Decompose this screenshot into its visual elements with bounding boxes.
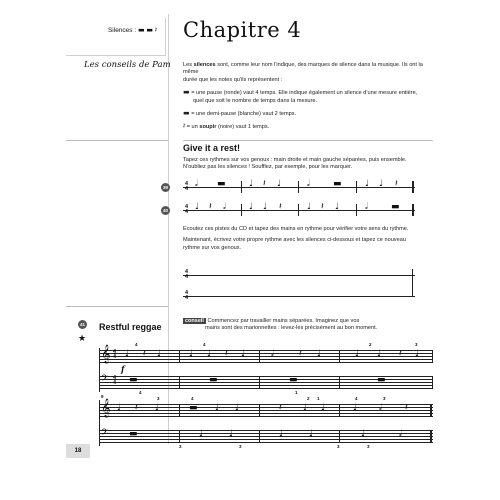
cd-track-badge: 40 <box>162 208 168 213</box>
quarter-rest: 𝄽 <box>279 403 282 413</box>
staff-line <box>99 416 433 417</box>
rest-item-whole: ▬ = une pause (ronde) vaut 4 temps. Elle indique également un silence d'une mesure entière, <box>183 88 418 97</box>
quarter-note: ♩ <box>279 429 284 439</box>
intro-paragraph: Les silences sont, comme leur nom l'indique, des marques de silence dans la musique. Ils ont la même <box>183 62 423 76</box>
barline <box>259 404 260 416</box>
quarter-note: ♩ <box>307 202 312 212</box>
fingering: 3 <box>337 444 340 449</box>
tips-heading: Les conseils de Pam <box>84 60 171 70</box>
half-rest: ▬ <box>189 403 198 413</box>
silences-legend: Silences : ▬ ▬ 𝄽 <box>107 26 157 34</box>
treble-staff <box>99 344 433 363</box>
empty-staff-barline <box>412 269 413 297</box>
fingering: 4 <box>139 390 142 395</box>
quarter-note: ♩ <box>277 179 282 189</box>
rhythm-staff-a <box>183 179 415 192</box>
fingering: 2 <box>307 396 310 401</box>
dynamic-marking: f <box>121 364 125 374</box>
piece-title: Restful reggae <box>99 322 162 332</box>
intro-text <box>183 62 433 132</box>
empty-rhythm-staff-1 <box>183 269 415 280</box>
barline <box>339 430 340 442</box>
fingering: 1 <box>295 390 298 395</box>
half-note: 𝅗𝅥 <box>365 202 368 212</box>
treble-clef-icon: 𝄞 <box>101 344 111 363</box>
time-signature: 4 4 <box>185 204 189 215</box>
staff-line <box>99 407 433 408</box>
fingering: 1 <box>317 396 320 401</box>
give-it-a-rest-heading: Give it a rest! <box>183 143 241 153</box>
staff-line <box>99 404 433 405</box>
staff-line <box>183 210 415 211</box>
barline <box>241 204 242 216</box>
barline <box>179 350 180 362</box>
staff-line <box>99 442 433 443</box>
quarter-note: ♩ <box>235 403 240 413</box>
barline <box>298 204 299 216</box>
staff-line <box>99 385 433 386</box>
staff-line <box>99 410 433 411</box>
barline <box>339 404 340 416</box>
staff-line <box>99 350 433 351</box>
barline <box>259 350 260 362</box>
fingering: 3 <box>179 444 182 449</box>
whole-rest: ▬ <box>129 429 138 439</box>
whole-rest: ▬ <box>129 375 138 385</box>
quarter-note: ♩ <box>335 202 340 212</box>
fingering: 4 <box>135 342 138 347</box>
time-signature: 4 4 <box>113 349 117 360</box>
bass-clef-icon: 𝄢 <box>101 427 109 440</box>
quarter-rest: 𝄽 <box>399 349 402 359</box>
quarter-rest: 𝄽 <box>395 179 398 189</box>
treble-clef-icon: 𝄞 <box>101 398 111 417</box>
staff-line <box>99 433 433 434</box>
barline <box>356 204 357 216</box>
staff-line <box>99 388 433 389</box>
staff-line <box>99 356 433 357</box>
quarter-note: ♩ <box>303 403 308 413</box>
quarter-note: ♩ <box>207 349 212 359</box>
quarter-rest: 𝄽 <box>299 349 302 359</box>
whole-rest-icon: ▬ <box>137 26 145 34</box>
quarter-note: ♩ <box>229 429 234 439</box>
final-barline <box>412 181 414 193</box>
staff-line <box>99 359 433 360</box>
half-rest: ▬ <box>217 179 226 189</box>
rest-item-quarter: 𝄽 = un soupir (noire) vaut 1 temps. <box>183 122 270 131</box>
barline <box>432 376 433 388</box>
section-rule <box>183 140 433 141</box>
quarter-note: ♩ <box>241 349 246 359</box>
bass-staff <box>99 373 433 388</box>
final-barline <box>412 204 414 216</box>
barline <box>179 404 180 416</box>
quarter-rest: 𝄽 <box>263 179 266 189</box>
quarter-note: ♩ <box>317 349 322 359</box>
quarter-note: ♩ <box>215 403 220 413</box>
staff-line <box>183 275 415 276</box>
quarter-note: ♩ <box>263 202 268 212</box>
quarter-rest: 𝄽 <box>225 349 228 359</box>
quarter-rest: 𝄽 <box>321 202 324 212</box>
rest-item-half: ▬ = une demi-pause (blanche) vaut 2 temps. <box>183 109 297 118</box>
quarter-note: ♩ <box>355 349 360 359</box>
time-signature: 4 4 <box>185 269 189 280</box>
fingering: 3 <box>383 396 386 401</box>
half-rest: ▬ <box>391 202 400 212</box>
bass-clef-icon: 𝄢 <box>101 373 109 386</box>
half-note: 𝅗𝅥 <box>271 349 274 359</box>
intro-paragraph-line2: durée que les notes qu'ils représentent : <box>183 76 283 83</box>
final-barline <box>430 404 432 416</box>
treble-staff <box>99 398 433 417</box>
quarter-rest-icon: 𝄽 <box>154 26 157 34</box>
conseil-note: conseil Commencez par travailler mains séparées. Imaginez que vos mains sont des marionnettes : levez-les précisément au bon moment. <box>185 318 378 332</box>
staff-line <box>99 436 433 437</box>
half-note: 𝅗𝅥 <box>223 202 226 212</box>
sidebar-rule-2 <box>66 306 168 307</box>
bass-staff <box>99 427 433 442</box>
staff-line <box>99 439 433 440</box>
fingering: 3 <box>239 444 242 449</box>
quarter-note: ♩ <box>321 403 326 413</box>
fingering: 4 <box>191 396 194 401</box>
barline <box>241 181 242 193</box>
half-note: 𝅗𝅥 <box>399 429 402 439</box>
half-rest-icon: ▬ <box>146 26 154 34</box>
barline <box>259 376 260 388</box>
grand-staff-system-1 <box>99 342 433 395</box>
rest-item-whole-line2: quel que soit le nombre de temps dans la mesure. <box>193 97 318 104</box>
quarter-rest: 𝄽 <box>279 202 282 212</box>
staff-line <box>99 430 433 431</box>
give-it-a-rest-text: Tapez ces rythmes sur vos genoux : main droite et main gauche séparées, puis ensemble. N'oubliez pas les silences ! Soufflez, par exemple, pour les marquer. <box>183 157 407 171</box>
quarter-note: ♩ <box>377 349 382 359</box>
whole-rest: ▬ <box>289 375 298 385</box>
half-rest: ▬ <box>333 179 342 189</box>
fingering: 2 <box>369 342 372 347</box>
after-rhythm-text: Ecoutez ces pistes du CD et tapez des mains en rythme pour vérifier votre sens du rythme. Maintenant, écrivez votre propre rythme avec les silences ci-dessous et tapez ce nouveau rythme sur vos genoux. <box>183 226 409 251</box>
fingering: 4 <box>203 342 206 347</box>
quarter-note: ♩ <box>195 202 200 212</box>
quarter-note: ♩ <box>361 429 366 439</box>
quarter-note: ♩ <box>249 179 254 189</box>
sidebar-rule-1 <box>66 140 168 141</box>
quarter-note: ♩ <box>365 179 370 189</box>
quarter-note: ♩ <box>155 403 160 413</box>
quarter-rest: 𝄽 <box>135 403 138 413</box>
grand-staff-system-2 <box>99 394 433 454</box>
quarter-note: ♩ <box>117 403 122 413</box>
barline <box>259 430 260 442</box>
chapter-title: Chapitre 4 <box>183 18 302 42</box>
rhythm-staff-b <box>183 202 415 215</box>
final-barline <box>430 430 432 442</box>
cd-track-badge: 41 <box>79 322 85 327</box>
cd-track-badge: 39 <box>162 185 168 190</box>
barline <box>179 376 180 388</box>
staff-line <box>99 362 433 363</box>
quarter-note: ♩ <box>379 179 384 189</box>
half-rest-icon: ▬ <box>183 109 190 118</box>
quarter-note: ♩ <box>199 429 204 439</box>
quarter-rest: 𝄽 <box>405 403 408 413</box>
time-signature: 4 4 <box>113 375 117 386</box>
quarter-rest: 𝄽 <box>143 349 146 359</box>
barline <box>356 181 357 193</box>
barline <box>339 350 340 362</box>
sidebar-silences-box <box>66 18 166 56</box>
quarter-note: ♩ <box>249 202 254 212</box>
whole-rest: ▬ <box>209 375 218 385</box>
measure-number: 9 <box>101 394 104 399</box>
staff-line <box>99 413 433 414</box>
quarter-rest: 𝄽 <box>209 202 212 212</box>
quarter-rest-icon: 𝄽 <box>183 122 186 131</box>
fingering: 3 <box>367 444 370 449</box>
quarter-note: ♩ <box>415 349 420 359</box>
barline <box>339 376 340 388</box>
fingering: 4 <box>355 396 358 401</box>
fingering: 3 <box>415 342 418 347</box>
quarter-note: ♩ <box>353 403 358 413</box>
page-number: 18 <box>66 444 90 458</box>
quarter-note: ♩ <box>189 349 194 359</box>
staff-line <box>99 353 433 354</box>
quarter-note: ♩ <box>157 349 162 359</box>
half-note: 𝅗𝅥 <box>195 179 198 189</box>
barline <box>298 181 299 193</box>
quarter-note: ♩ <box>309 429 314 439</box>
whole-rest: ▬ <box>377 375 386 385</box>
fingering: 3 <box>157 396 160 401</box>
time-signature: 4 4 <box>185 290 189 301</box>
conseil-tag: conseil <box>185 318 204 324</box>
whole-rest-icon: ▬ <box>183 88 190 97</box>
staff-line <box>183 296 415 297</box>
barline <box>432 350 433 362</box>
quarter-note: ♩ <box>125 349 130 359</box>
star-icon: ★ <box>78 333 87 343</box>
barline <box>179 430 180 442</box>
empty-rhythm-staff-2 <box>183 290 415 301</box>
half-note: 𝅗𝅥 <box>307 179 310 189</box>
time-signature: 4 4 <box>185 181 189 192</box>
half-note: 𝅗𝅥 <box>379 403 382 413</box>
